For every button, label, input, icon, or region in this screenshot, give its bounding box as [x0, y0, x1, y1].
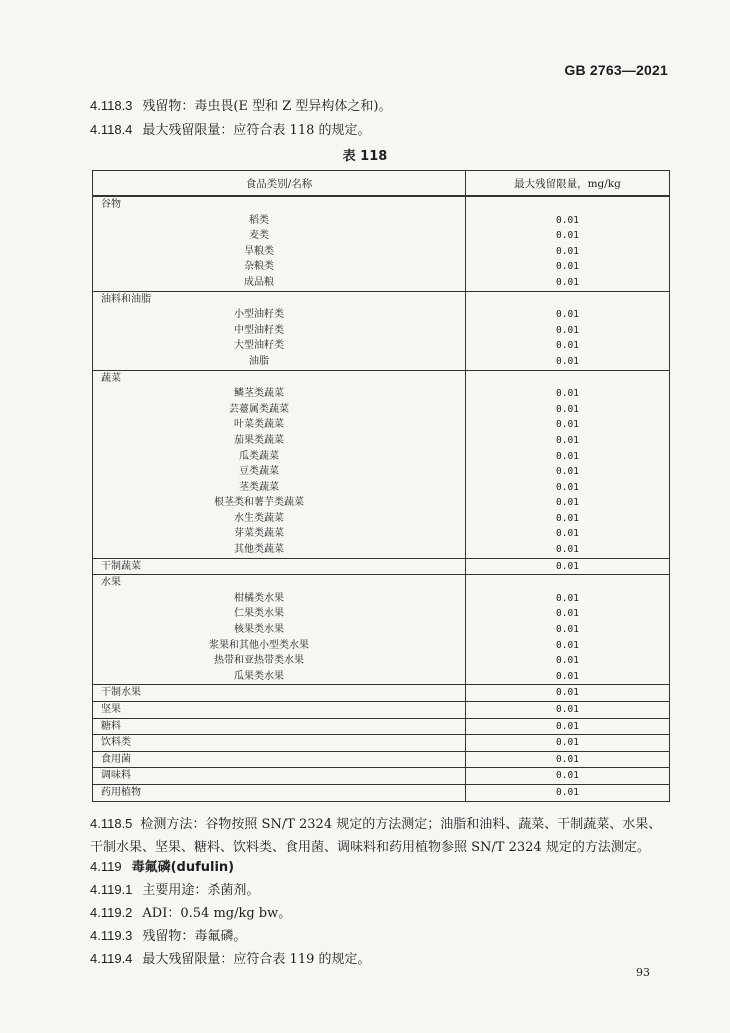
max-limit-value: 0.01	[466, 228, 670, 244]
food-name: 水生类蔬菜	[93, 511, 466, 527]
food-category: 药用植物	[93, 784, 466, 801]
table-caption: 表 118	[342, 149, 388, 164]
food-name: 油脂	[93, 354, 466, 370]
max-limit-value	[466, 196, 670, 213]
clause-number: 4.118.5	[90, 816, 133, 831]
food-name: 成品粮	[93, 275, 466, 291]
food-name: 旱粮类	[93, 244, 466, 260]
food-name: 鳞茎类蔬菜	[93, 386, 466, 402]
clause-text: 检测方法：谷物按照 SN/T 2324 规定的方法测定；油脂和油料、蔬菜、干制蔬菜、水果、干制水果、坚果、糖料、饮料类、食用菌、调味料和药用植物参照 SN/T 2324 规定的方法测定。	[90, 817, 662, 855]
clause-4-119-4	[90, 949, 371, 970]
max-limit-value: 0.01	[466, 784, 670, 801]
clause-number: 4.119.1	[90, 882, 133, 897]
max-limit-value: 0.01	[466, 417, 670, 433]
page-number: 93	[636, 966, 650, 979]
header-max-limit: 最大残留限量，mg/kg	[466, 171, 670, 197]
table-body	[93, 196, 670, 801]
max-limit-value: 0.01	[466, 702, 670, 719]
table-row-category	[93, 751, 670, 768]
table-row	[93, 213, 670, 229]
header-food-category: 食品类别/名称	[93, 171, 466, 197]
clause-number: 4.119.3	[90, 928, 133, 943]
food-name: 茄果类蔬菜	[93, 433, 466, 449]
max-limit-value: 0.01	[466, 606, 670, 622]
max-limit-value: 0.01	[466, 591, 670, 607]
max-limit-value: 0.01	[466, 338, 670, 354]
table-row	[93, 464, 670, 480]
clause-number: 4.118.4	[90, 122, 133, 137]
food-category: 油料和油脂	[93, 291, 466, 307]
food-category: 饮料类	[93, 735, 466, 752]
table-row-category	[93, 718, 670, 735]
standard-code: GB 2763—2021	[564, 62, 668, 78]
table-row	[93, 259, 670, 275]
table-row	[93, 542, 670, 558]
max-limit-value: 0.01	[466, 638, 670, 654]
clause-4-118-3	[90, 96, 392, 117]
section-title: 毒氟磷(dufulin)	[131, 860, 235, 875]
table-row	[93, 244, 670, 260]
food-name: 麦类	[93, 228, 466, 244]
food-name: 杂粮类	[93, 259, 466, 275]
food-name: 根茎类和薯芋类蔬菜	[93, 495, 466, 511]
table-row-category	[93, 685, 670, 702]
max-limit-value	[466, 370, 670, 386]
food-name: 仁果类水果	[93, 606, 466, 622]
table-row	[93, 480, 670, 496]
max-limit-value: 0.01	[466, 307, 670, 323]
table-row	[93, 338, 670, 354]
table-row	[93, 402, 670, 418]
table-row	[93, 449, 670, 465]
max-limit-value: 0.01	[466, 768, 670, 785]
max-limit-value: 0.01	[466, 718, 670, 735]
table-row-category	[93, 702, 670, 719]
table-row	[93, 417, 670, 433]
max-limit-value: 0.01	[466, 526, 670, 542]
table-row	[93, 669, 670, 685]
table-row	[93, 433, 670, 449]
table-row	[93, 354, 670, 370]
food-name: 其他类蔬菜	[93, 542, 466, 558]
food-name: 中型油籽类	[93, 323, 466, 339]
section-number: 4.119	[90, 859, 122, 874]
table-row-category	[93, 196, 670, 213]
table-row	[93, 638, 670, 654]
max-limit-value: 0.01	[466, 480, 670, 496]
table-row	[93, 526, 670, 542]
max-limit-value: 0.01	[466, 558, 670, 575]
table-row	[93, 606, 670, 622]
food-name: 稻类	[93, 213, 466, 229]
food-name: 小型油籽类	[93, 307, 466, 323]
food-name: 叶菜类蔬菜	[93, 417, 466, 433]
food-name: 浆果和其他小型类水果	[93, 638, 466, 654]
table-row	[93, 591, 670, 607]
table-row	[93, 228, 670, 244]
clause-4-119-3	[90, 926, 246, 947]
table-row-category	[93, 291, 670, 307]
table-row-category	[93, 784, 670, 801]
table-header-row	[93, 171, 670, 197]
table-row-category	[93, 575, 670, 591]
clause-text: 残留物：毒虫畏(E 型和 Z 型异构体之和)。	[142, 99, 392, 114]
max-limit-value: 0.01	[466, 751, 670, 768]
max-limit-value: 0.01	[466, 275, 670, 291]
table-row	[93, 275, 670, 291]
clause-4-119-2	[90, 903, 291, 924]
table-row	[93, 386, 670, 402]
food-name: 瓜果类水果	[93, 669, 466, 685]
clause-number: 4.118.3	[90, 98, 133, 113]
food-name: 热带和亚热带类水果	[93, 653, 466, 669]
max-limit-value: 0.01	[466, 402, 670, 418]
method-clause	[90, 812, 670, 859]
max-limit-value: 0.01	[466, 386, 670, 402]
clause-text: ADI：0.54 mg/kg bw。	[142, 906, 292, 921]
max-limit-value: 0.01	[466, 449, 670, 465]
food-name: 大型油籽类	[93, 338, 466, 354]
food-category: 干制水果	[93, 685, 466, 702]
max-limit-value: 0.01	[466, 354, 670, 370]
max-limit-value: 0.01	[466, 542, 670, 558]
clause-4-119-1	[90, 880, 259, 901]
max-limit-value: 0.01	[466, 511, 670, 527]
max-limit-value: 0.01	[466, 213, 670, 229]
clause-text: 最大残留限量：应符合表 118 的规定。	[142, 123, 371, 138]
table-row-category	[93, 735, 670, 752]
max-limit-value: 0.01	[466, 735, 670, 752]
food-name: 核果类水果	[93, 622, 466, 638]
food-name: 茎类蔬菜	[93, 480, 466, 496]
clause-text: 主要用途：杀菌剂。	[142, 883, 260, 898]
clause-4-118-4	[90, 120, 371, 141]
table-row	[93, 511, 670, 527]
table-row	[93, 495, 670, 511]
table-row	[93, 323, 670, 339]
food-name: 芽菜类蔬菜	[93, 526, 466, 542]
section-heading	[90, 857, 234, 878]
max-limit-value: 0.01	[466, 433, 670, 449]
food-category: 谷物	[93, 196, 466, 213]
food-category: 食用菌	[93, 751, 466, 768]
food-category: 坚果	[93, 702, 466, 719]
food-category: 蔬菜	[93, 370, 466, 386]
max-limit-value: 0.01	[466, 622, 670, 638]
clause-number: 4.119.2	[90, 905, 133, 920]
residue-limit-table	[92, 170, 670, 802]
table-row	[93, 307, 670, 323]
max-limit-value: 0.01	[466, 685, 670, 702]
food-category: 干制蔬菜	[93, 558, 466, 575]
max-limit-value: 0.01	[466, 669, 670, 685]
table-row	[93, 622, 670, 638]
table-row-category	[93, 370, 670, 386]
clause-text: 残留物：毒氟磷。	[142, 929, 247, 944]
food-category: 糖料	[93, 718, 466, 735]
food-name: 豆类蔬菜	[93, 464, 466, 480]
max-limit-value: 0.01	[466, 495, 670, 511]
max-limit-value	[466, 291, 670, 307]
food-category: 水果	[93, 575, 466, 591]
max-limit-value: 0.01	[466, 464, 670, 480]
table-row-category	[93, 768, 670, 785]
table-row	[93, 653, 670, 669]
food-category: 调味料	[93, 768, 466, 785]
table-row-category	[93, 558, 670, 575]
food-name: 芸薹属类蔬菜	[93, 402, 466, 418]
clause-text: 最大残留限量：应符合表 119 的规定。	[142, 952, 371, 967]
clause-number: 4.119.4	[90, 951, 133, 966]
max-limit-value: 0.01	[466, 323, 670, 339]
max-limit-value: 0.01	[466, 244, 670, 260]
max-limit-value: 0.01	[466, 259, 670, 275]
max-limit-value	[466, 575, 670, 591]
max-limit-value: 0.01	[466, 653, 670, 669]
food-name: 柑橘类水果	[93, 591, 466, 607]
food-name: 瓜类蔬菜	[93, 449, 466, 465]
